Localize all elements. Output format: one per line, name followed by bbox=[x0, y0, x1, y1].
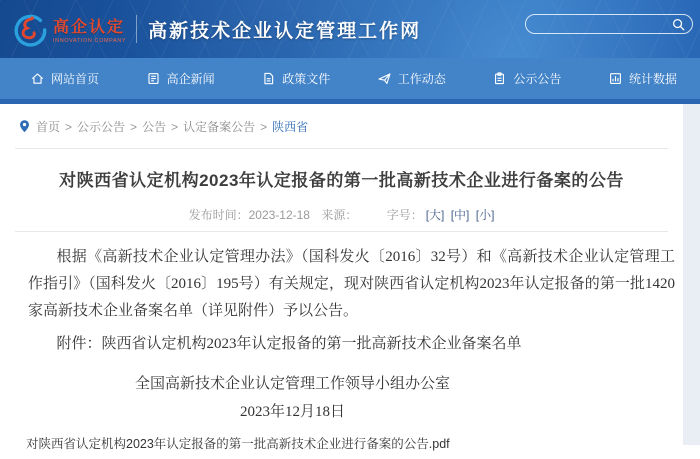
file-icon bbox=[261, 71, 276, 86]
clipboard-icon bbox=[492, 71, 507, 86]
nav-label: 工作动态 bbox=[397, 72, 446, 86]
breadcrumb-separator: > bbox=[171, 119, 179, 134]
breadcrumb-separator: > bbox=[65, 119, 73, 134]
fontsize-small-button[interactable]: [小] bbox=[475, 208, 495, 222]
nav-label: 公示公告 bbox=[513, 72, 562, 86]
source-label: 来源： bbox=[321, 208, 358, 222]
bar-chart-icon bbox=[608, 71, 623, 86]
breadcrumb-shaanxi[interactable]: 陕西省 bbox=[272, 120, 309, 134]
nav-item-announcements[interactable] bbox=[492, 70, 561, 87]
nav-item-statistics[interactable] bbox=[608, 70, 677, 87]
location-pin-icon bbox=[18, 119, 31, 134]
breadcrumb-filing-notice[interactable]: 认定备案公告 bbox=[183, 120, 256, 134]
nav-item-news[interactable] bbox=[146, 70, 215, 87]
logo-text bbox=[53, 14, 126, 44]
attachment-pdf-link[interactable]: 对陕西省认定机构2023年认定报备的第一批高新技术企业进行备案的公告.pdf bbox=[26, 437, 450, 451]
fontsize-medium-button[interactable]: [中] bbox=[450, 208, 470, 222]
nav-item-policy-files[interactable] bbox=[261, 70, 330, 87]
breadcrumb bbox=[0, 104, 683, 148]
signature-block bbox=[28, 371, 557, 426]
content-panel bbox=[0, 104, 683, 459]
nav-label: 统计数据 bbox=[628, 72, 677, 86]
header-search-input[interactable] bbox=[536, 18, 671, 30]
publish-date: 2023-12-18 bbox=[248, 208, 310, 222]
breadcrumb-separator: > bbox=[130, 119, 138, 134]
breadcrumb-notice[interactable]: 公告 bbox=[142, 120, 167, 134]
publish-time-label: 发布时间： bbox=[188, 208, 249, 222]
paper-plane-icon bbox=[377, 71, 392, 86]
nav-item-work-updates[interactable] bbox=[377, 70, 446, 87]
logo-text-cn: 高企认定 bbox=[53, 19, 126, 36]
article-body bbox=[0, 232, 683, 453]
logo-mark-icon bbox=[10, 10, 48, 48]
fontsize-label: 字号： bbox=[386, 208, 423, 222]
signature-office: 全国高新技术企业认定管理工作领导小组办公室 bbox=[134, 376, 450, 392]
home-icon bbox=[30, 71, 45, 86]
site-title: 高新技术企业认定管理工作网 bbox=[148, 20, 422, 42]
breadcrumb-separator: > bbox=[260, 119, 268, 134]
scrollbar-track[interactable] bbox=[683, 104, 700, 445]
header-search[interactable] bbox=[525, 14, 693, 34]
nav-label: 高企新闻 bbox=[166, 72, 215, 86]
fontsize-large-button[interactable]: [大] bbox=[425, 208, 445, 222]
site-logo[interactable] bbox=[10, 10, 126, 48]
search-icon[interactable] bbox=[671, 17, 686, 32]
news-icon bbox=[146, 71, 161, 86]
nav-label: 政策文件 bbox=[282, 72, 331, 86]
nav-item-home[interactable] bbox=[30, 70, 99, 87]
signature-date: 2023年12月18日 bbox=[239, 404, 345, 420]
site-header bbox=[0, 0, 700, 58]
breadcrumb-announcements[interactable]: 公示公告 bbox=[77, 120, 126, 134]
main-nav bbox=[0, 58, 700, 104]
divider-top bbox=[15, 148, 668, 149]
header-divider bbox=[136, 15, 137, 43]
logo-text-en: INNOVATION COMPANY bbox=[53, 38, 127, 44]
article-meta bbox=[0, 206, 683, 223]
article-title: 对陕西省认定机构2023年认定报备的第一批高新技术企业进行备案的公告 bbox=[59, 171, 624, 190]
attachment-line: 附件：陕西省认定机构2023年认定报备的第一批高新技术企业备案名单 bbox=[56, 336, 522, 352]
breadcrumb-home[interactable]: 首页 bbox=[36, 120, 61, 134]
nav-label: 网站首页 bbox=[51, 72, 100, 86]
article-paragraph: 根据《高新技术企业认定管理办法》（国科发火〔2016〕32号）和《高新技术企业认定管理工作指引》（国科发火〔2016〕195号）有关规定，现对陕西省认定机构2023年认定报备的第一批1420家高新技术企业备案名单（详见附件）予以公告。 bbox=[28, 249, 675, 319]
